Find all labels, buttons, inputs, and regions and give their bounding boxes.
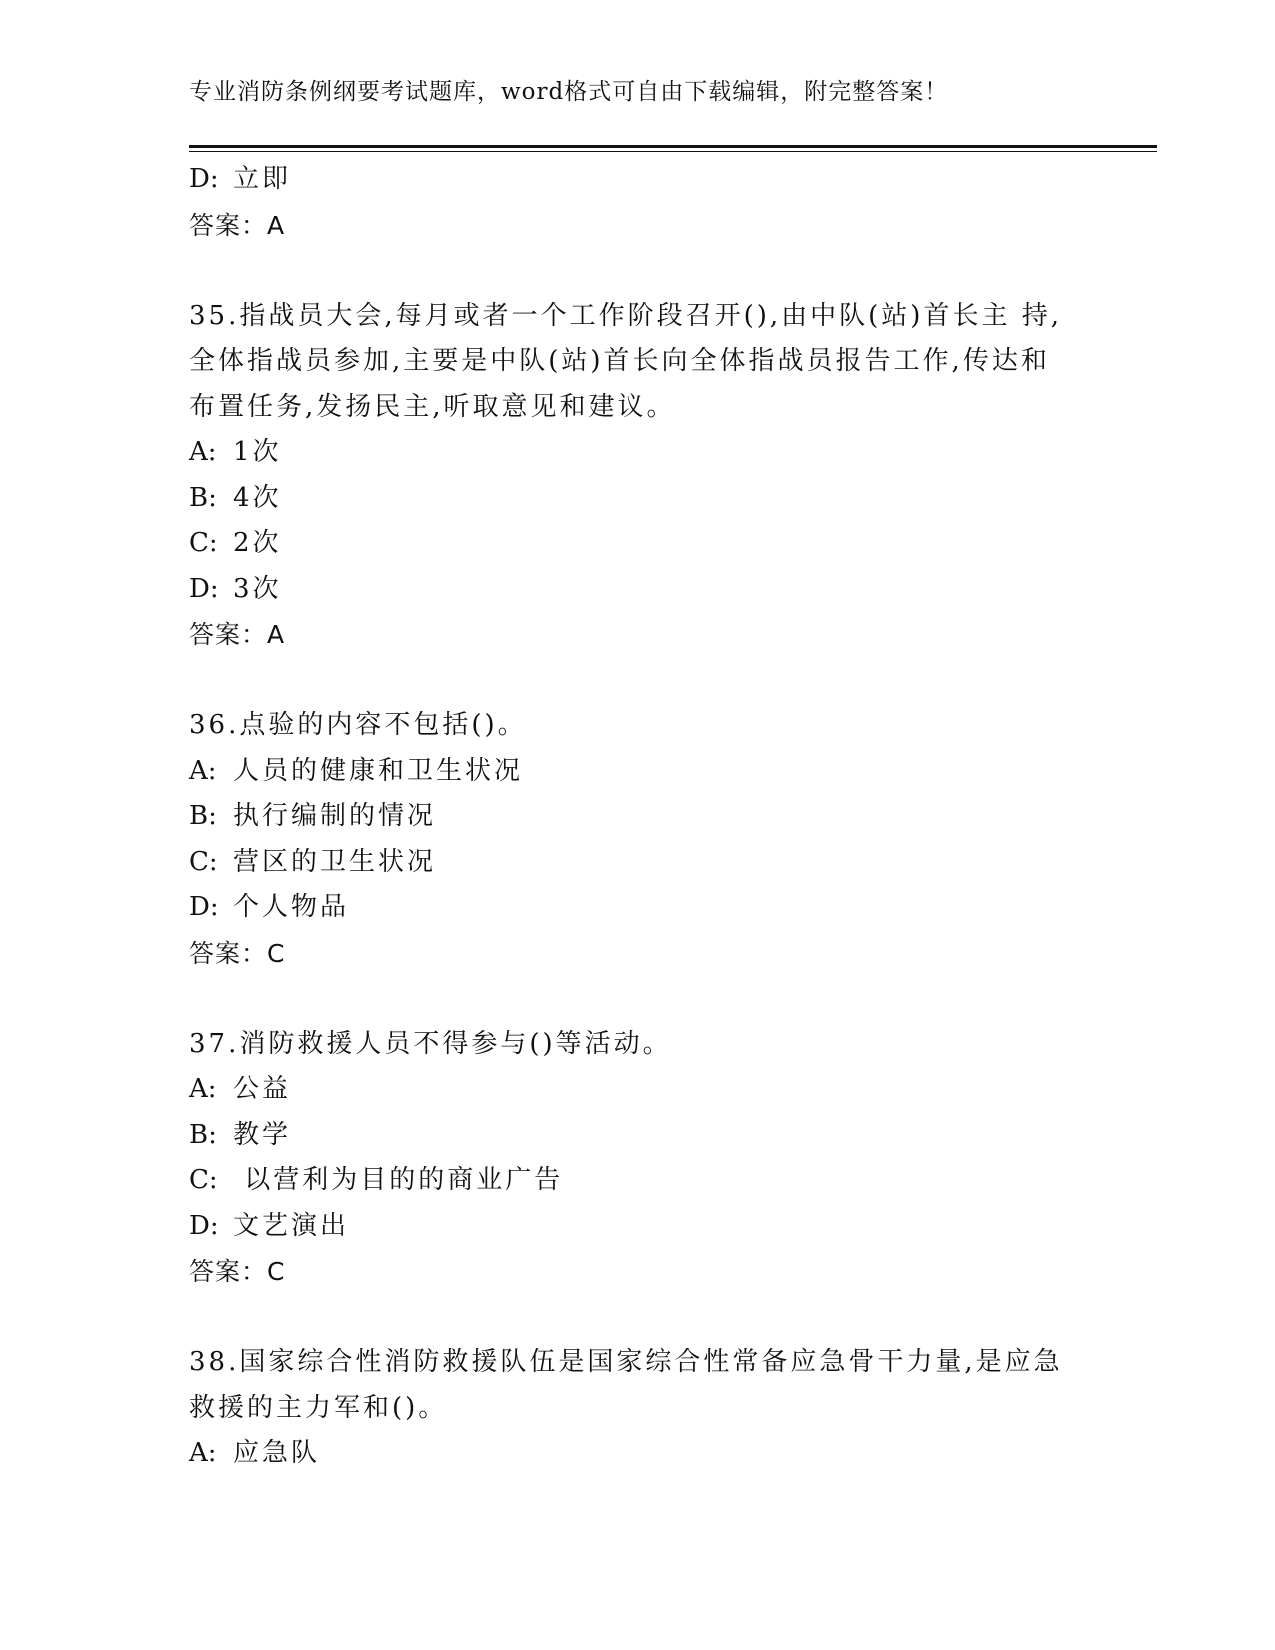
question-36 xyxy=(189,703,1089,976)
option-b: B: 教学 xyxy=(189,1119,292,1150)
question-text-line: 36.点验的内容不包括()。 xyxy=(189,710,527,740)
option-d: D: 文艺演出 xyxy=(189,1210,350,1241)
answer-line: 答案：C xyxy=(189,938,286,968)
spacer xyxy=(189,1295,1089,1341)
question-text-line: 全体指战员参加,主要是中队(站)首长向全体指战员报告工作,传达和 xyxy=(189,346,1050,376)
answer-line: 答案：C xyxy=(189,1257,286,1286)
spacer xyxy=(189,658,1089,704)
option-b: B: 4次 xyxy=(189,482,282,513)
spacer xyxy=(189,248,1089,294)
option-d: D: 个人物品 xyxy=(189,892,350,922)
option-a: A: 应急队 xyxy=(189,1438,321,1468)
option-c: C: 2次 xyxy=(189,528,282,558)
document-header: 专业消防条例纲要考试题库，word格式可自由下载编辑，附完整答案！ xyxy=(189,79,949,105)
answer-line: 答案：A xyxy=(189,620,286,649)
option-d: D: 3次 xyxy=(189,573,282,604)
header-rule-thin xyxy=(189,151,1157,152)
option-c: C: 以营利为目的的商业广告 xyxy=(189,1165,564,1195)
option-a: A: 1次 xyxy=(189,437,282,467)
option-d: D: 立即 xyxy=(189,164,292,194)
question-list xyxy=(189,157,1089,1477)
option-b: B: 执行编制的情况 xyxy=(189,801,437,831)
question-text-line: 35.指战员大会,每月或者一个工作阶段召开(),由中队(站)首长主 持, xyxy=(189,300,1062,331)
option-c: C: 营区的卫生状况 xyxy=(189,846,437,877)
question-text-line: 38.国家综合性消防救援队伍是国家综合性常备应急骨干力量,是应急 xyxy=(189,1347,1063,1377)
question-text-line: 37.消防救援人员不得参与()等活动。 xyxy=(189,1028,672,1059)
answer-line: 答案：A xyxy=(189,210,286,240)
option-a: A: 公益 xyxy=(189,1074,292,1104)
question-text-line: 救援的主力军和()。 xyxy=(189,1392,448,1423)
header-rule-thick xyxy=(189,145,1157,148)
question-text-line: 布置任务,发扬民主,听取意见和建议。 xyxy=(189,391,676,422)
question-37 xyxy=(189,1022,1089,1295)
question-35 xyxy=(189,294,1089,658)
spacer xyxy=(189,976,1089,1022)
option-a: A: 人员的健康和卫生状况 xyxy=(189,755,524,786)
question-38 xyxy=(189,1340,1089,1477)
